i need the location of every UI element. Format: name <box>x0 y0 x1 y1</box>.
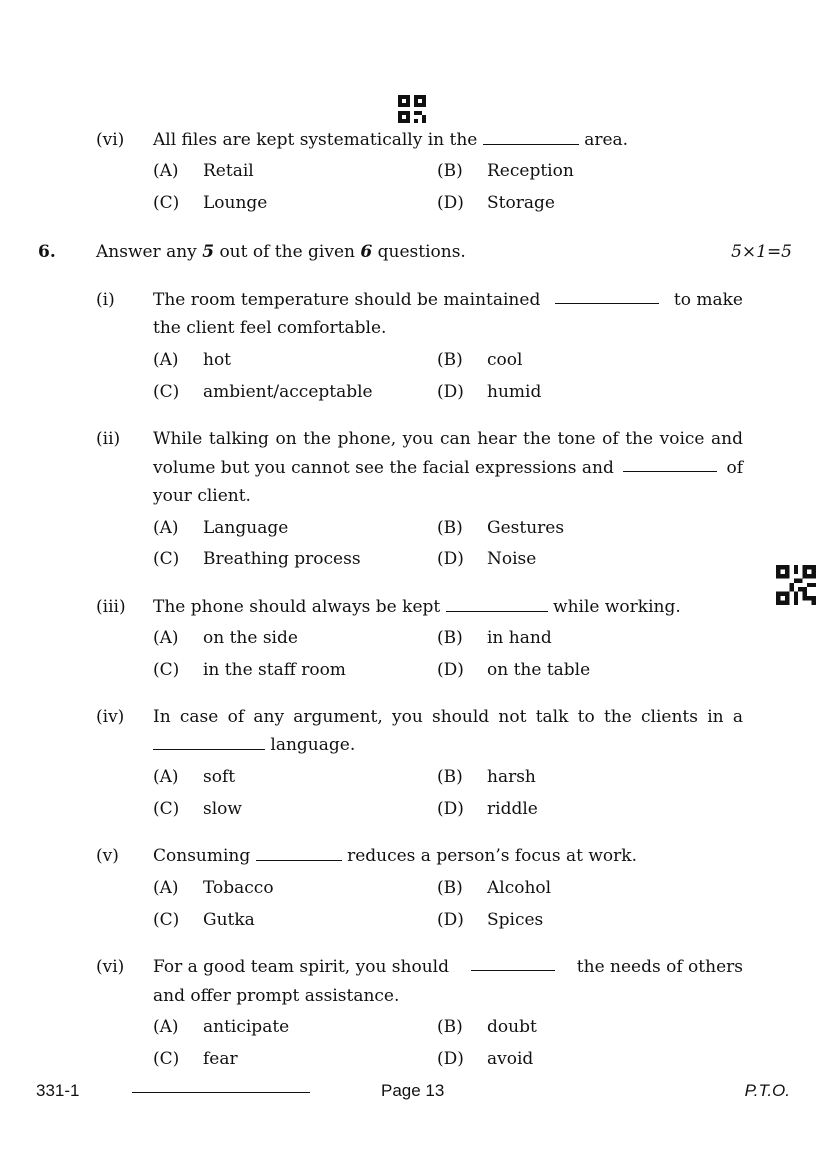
answer-blank <box>555 289 659 304</box>
answer-blank <box>623 457 717 472</box>
option-label-d: (D) <box>437 382 464 402</box>
answer-blank <box>483 130 579 145</box>
question-text-line: and offer prompt assistance. <box>153 986 400 1006</box>
option-d: avoid <box>487 1049 534 1069</box>
option-label-c: (C) <box>153 549 180 569</box>
question-number: (vi) <box>96 957 125 977</box>
option-b: doubt <box>487 1017 537 1037</box>
option-label-a: (A) <box>153 878 179 898</box>
option-c: Breathing process <box>203 549 361 569</box>
section-marks: 5×1=5 <box>731 242 792 262</box>
option-a: soft <box>203 767 236 787</box>
option-label-c: (C) <box>153 1049 180 1069</box>
paper-code: 331-1 <box>36 1081 80 1100</box>
pto-note: P.T.O. <box>744 1081 790 1100</box>
option-a: Language <box>203 518 289 538</box>
option-label-c: (C) <box>153 660 180 680</box>
option-d: on the table <box>487 660 591 680</box>
instruction-count-answer: 5 <box>202 242 215 262</box>
option-label-a: (A) <box>153 767 179 787</box>
instruction-mid: out of the given <box>219 242 355 262</box>
page-number: Page 13 <box>381 1081 445 1100</box>
question-number: (vi) <box>96 130 125 150</box>
option-label-b: (B) <box>437 350 463 370</box>
question-text-pre: Consuming <box>153 846 251 866</box>
option-label-a: (A) <box>153 1017 179 1037</box>
option-b: in hand <box>487 628 552 648</box>
option-d: Noise <box>487 549 537 569</box>
question-text-post: area. <box>584 130 629 150</box>
option-b: Alcohol <box>487 878 552 898</box>
option-label-d: (D) <box>437 1049 464 1069</box>
option-d: riddle <box>487 799 538 819</box>
option-label-a: (A) <box>153 518 179 538</box>
instruction-pre: Answer any <box>96 242 197 262</box>
option-label-b: (B) <box>437 161 463 181</box>
question-text-pre: All files are kept systematically in the <box>153 130 478 150</box>
question-text-line: In case of any argument, you should not talk to the clients in a <box>153 707 743 727</box>
section-number: 6. <box>38 242 56 262</box>
option-c: ambient/acceptable <box>203 382 373 402</box>
option-b: Gestures <box>487 518 565 538</box>
option-a: Retail <box>203 161 254 181</box>
question-text-post: reduces a person’s focus at work. <box>347 846 637 866</box>
question-text-line: While talking on the phone, you can hear the tone of the voice and <box>153 429 743 449</box>
option-c: slow <box>203 799 242 819</box>
option-label-d: (D) <box>437 910 464 930</box>
question-text <box>153 129 628 151</box>
question-text-post: the needs of others <box>576 957 743 977</box>
option-label-b: (B) <box>437 1017 463 1037</box>
answer-blank <box>446 597 548 612</box>
option-label-b: (B) <box>437 628 463 648</box>
question-text-line <box>153 734 355 756</box>
question-text-post: of <box>726 458 743 478</box>
question-text-line <box>153 845 637 867</box>
answer-blank <box>256 846 342 861</box>
answer-blank <box>471 956 555 971</box>
question-text-line <box>153 596 681 618</box>
question-text-post: to make <box>673 290 743 310</box>
option-label-d: (D) <box>437 660 464 680</box>
question-text-line <box>153 956 743 978</box>
option-label-d: (D) <box>437 799 464 819</box>
option-label-b: (B) <box>437 518 463 538</box>
option-label-c: (C) <box>153 910 180 930</box>
option-c: fear <box>203 1049 238 1069</box>
option-label-b: (B) <box>437 767 463 787</box>
question-number: (v) <box>96 846 119 866</box>
question-text-pre: volume but you cannot see the facial expressions and <box>153 458 614 478</box>
option-c: in the staff room <box>203 660 346 680</box>
option-a: on the side <box>203 628 298 648</box>
question-text-post: while working. <box>553 597 681 617</box>
question-number: (iii) <box>96 597 126 617</box>
qr-code-side <box>776 565 816 605</box>
option-label-c: (C) <box>153 193 180 213</box>
option-label-d: (D) <box>437 193 464 213</box>
option-d: Storage <box>487 193 555 213</box>
question-text-pre: The phone should always be kept <box>153 597 441 617</box>
question-text-pre: For a good team spirit, you should <box>153 957 449 977</box>
question-text-line: your client. <box>153 486 251 506</box>
question-text-post: language. <box>270 735 356 755</box>
option-c: Gutka <box>203 910 255 930</box>
option-d: Spices <box>487 910 544 930</box>
option-d: humid <box>487 382 542 402</box>
question-text-line: the client feel comfortable. <box>153 318 387 338</box>
section-instruction <box>96 241 466 263</box>
option-c: Lounge <box>203 193 268 213</box>
option-a: hot <box>203 350 232 370</box>
question-number: (ii) <box>96 429 121 449</box>
option-label-c: (C) <box>153 382 180 402</box>
option-label-a: (A) <box>153 350 179 370</box>
question-text-pre: The room temperature should be maintained <box>153 290 541 310</box>
option-label-a: (A) <box>153 628 179 648</box>
option-label-a: (A) <box>153 161 179 181</box>
question-text-line <box>153 289 743 311</box>
answer-blank <box>153 735 265 750</box>
option-b: Reception <box>487 161 574 181</box>
instruction-count-total: 6 <box>360 242 373 262</box>
option-label-b: (B) <box>437 878 463 898</box>
option-label-c: (C) <box>153 799 180 819</box>
option-a: Tobacco <box>203 878 274 898</box>
option-b: cool <box>487 350 523 370</box>
option-a: anticipate <box>203 1017 290 1037</box>
footer-rule <box>132 1092 310 1093</box>
question-number: (iv) <box>96 707 125 727</box>
option-label-d: (D) <box>437 549 464 569</box>
question-number: (i) <box>96 290 115 310</box>
instruction-post: questions. <box>377 242 466 262</box>
question-text-line <box>153 457 743 479</box>
option-b: harsh <box>487 767 536 787</box>
qr-code-top <box>398 95 426 123</box>
